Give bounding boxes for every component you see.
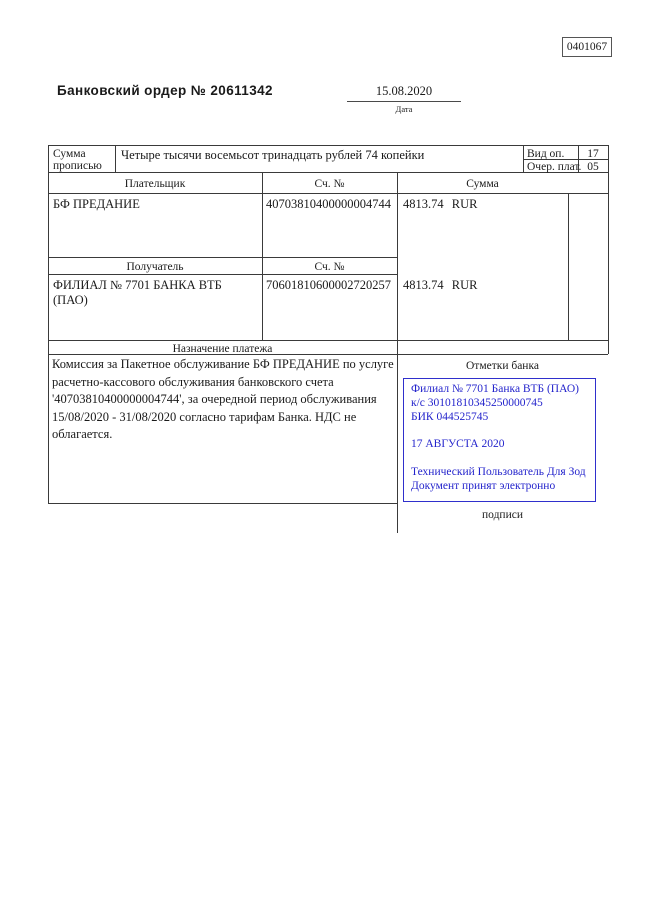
- payee-column-header: Получатель: [126, 261, 184, 273]
- op-type-left-divider: [523, 145, 524, 172]
- amount-in-words: Четыре тысячи восемьсот тринадцать рублей 74 копейки: [121, 148, 425, 162]
- amount-column-header: Сумма: [466, 178, 499, 190]
- date-label: Дата: [395, 104, 413, 114]
- payer-name: БФ ПРЕДАНИЕ: [53, 197, 140, 211]
- stamp-corr-account: к/с 30101810345250000745: [411, 396, 543, 409]
- payer-column-header: Плательщик: [124, 178, 186, 190]
- amount-words-label-line2: прописью: [53, 160, 102, 172]
- purpose-cell-bottom-border: [48, 503, 397, 504]
- table-top-border: [48, 145, 608, 146]
- stamp-user: Технический Пользователь Для Зод: [411, 465, 586, 478]
- bank-marks-header: Отметки банка: [466, 360, 539, 372]
- date-block: [347, 84, 461, 114]
- name-account-divider: [262, 172, 263, 340]
- form-code-box: 0401067: [562, 37, 612, 57]
- stamp-date: 17 АВГУСТА 2020: [411, 438, 505, 451]
- table-left-border: [48, 145, 49, 503]
- op-priority-label: Очер. плат.: [527, 161, 582, 173]
- date-value: 15.08.2020: [347, 84, 461, 102]
- stamp-status: Документ принят электронно: [411, 479, 556, 492]
- purpose-text: Комиссия за Пакетное обслуживание БФ ПРЕДАНИЕ по услуге расчетно-кассового обслуживания банковского счета '40703810400000004744', за очередной период обслуживания 15/08/2020 - 31/08/2020 согласно тарифам Банка. НДС не облагается.: [52, 357, 394, 441]
- amount-words-bottom-border: [48, 172, 608, 173]
- account-amount-divider: [397, 172, 398, 533]
- bank-stamp: [403, 378, 596, 502]
- stamp-bik: БИК 044525745: [411, 410, 489, 423]
- payee-account: 70601810600002720257: [266, 278, 391, 292]
- payer-row-bottom-border: [48, 257, 397, 258]
- payee-name: ФИЛИАЛ № 7701 БАНКА ВТБ (ПАО): [53, 278, 222, 307]
- amount-words-label-divider: [115, 145, 116, 172]
- stamp-bank-name: Филиал № 7701 Банка ВТБ (ПАО): [411, 383, 579, 395]
- payer-account-column-header: Сч. №: [314, 178, 345, 190]
- op-type-value: 17: [587, 148, 599, 160]
- payee-account-column-header: Сч. №: [314, 261, 345, 273]
- document-title: Банковский ордер № 20611342: [57, 83, 273, 98]
- amount-right-divider: [568, 193, 569, 340]
- payee-row-bottom-border: [48, 340, 608, 341]
- signatures-label: подписи: [482, 509, 523, 521]
- payer-account: 40703810400000004744: [266, 197, 391, 211]
- payee-amount: 4813.74 RUR: [403, 278, 478, 292]
- payee-header-bottom-border: [48, 274, 397, 275]
- amount-words-label-line1: Сумма: [53, 148, 86, 160]
- payer-amount: 4813.74 RUR: [403, 197, 478, 211]
- op-type-label: Вид оп.: [527, 148, 565, 160]
- table-right-border: [608, 145, 609, 354]
- column-header-bottom-border: [48, 193, 608, 194]
- purpose-header: Назначение платежа: [172, 343, 273, 355]
- op-priority-value: 05: [587, 161, 599, 173]
